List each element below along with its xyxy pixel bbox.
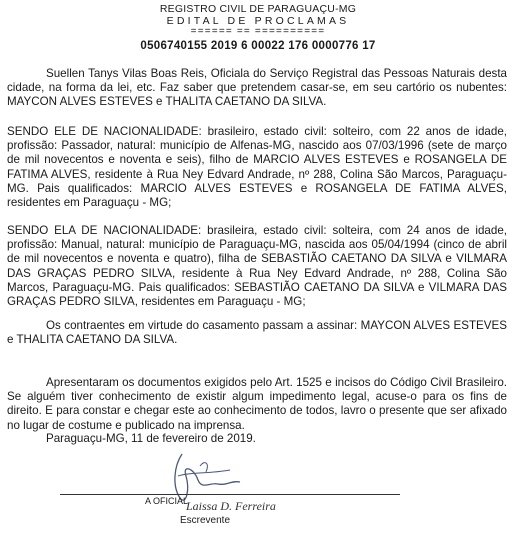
title-underline: ====== == ========== <box>190 26 326 37</box>
signature-line <box>60 494 400 495</box>
place-date: Paraguaçu-MG, 11 de fevereiro de 2019. <box>46 432 256 445</box>
signature-name: Laissa D. Ferreira <box>186 499 276 513</box>
signature-title: Escrevente <box>180 515 231 526</box>
groom-paragraph: SENDO ELE DE NACIONALIDADE: brasileiro, estado civil: solteiro, com 22 anos de idade, profissão: Passador, natural: município de Alfenas-MG, nascido aos 07/03/1996 (sete de março de mil novecentos e noventa e seis), filho de MARCIO ALVES ESTEVES e ROSANGELA DE FATIMA ALVES, residente à Rua Ney Edvard Andrade, nº 288, Colina São Marcos, Paraguaçu-MG. Pais qualificados: MARCIO ALVES ESTEVES e ROSANGELA DE FATIMA ALVES, residentes em Paraguaçu - MG; <box>7 125 507 210</box>
closing-paragraph: Apresentaram os documentos exigidos pelo Art. 1525 e incisos do Código Civil Brasileiro. Se alguém tiver conhecimento de existir algum impedimento legal, acuse-o para os fins de direito. E para constar e chegar este ao conhecimento de todos, lavro o presente que ser afixado no lugar de costume e publicado na imprensa. <box>7 376 507 432</box>
document-code: 0506740155 2019 6 00022 176 0000776 17 <box>140 40 376 52</box>
edital-title: EDITAL DE PROCLAMAS <box>166 15 350 27</box>
signing-paragraph: Os contraentes em virtude do casamento passam a assinar: MAYCON ALVES ESTEVES e THALITA CAETANO DA SILVA. <box>7 319 507 347</box>
intro-paragraph: Suellen Tanys Vilas Boas Reis, Oficiala do Serviço Registral das Pessoas Naturais desta cidade, na forma da lei, etc. Faz saber que pretendem casar-se, em seu cartório os nubentes: MAYCON ALVES ESTEVES e THALITA CAETANO DA SILVA. <box>7 67 507 109</box>
registry-title: REGISTRO CIVIL DE PARAGUAÇU-MG <box>159 3 357 15</box>
signature-role: A OFICIAL <box>145 496 189 506</box>
bride-paragraph: SENDO ELA DE NACIONALIDADE: brasileira, estado civil: solteira, com 24 anos de idade, profissão: Manual, natural: município de Paraguaçu-MG, nascida aos 05/04/1994 (cinco de abril de mil novecentos e noventa e quatro), filha de SEBASTIÃO CAETANO DA SILVA e VILMARA DAS GRAÇAS PEDRO SILVA, residente à Rua Ney Edvard Andrade, nº 288, Colina São Marcos, Paraguaçu-MG. Pais qualificados: SEBASTIÃO CAETANO DA SILVA e VILMARA DAS GRAÇAS PEDRO SILVA, residentes em Paraguaçu - MG; <box>7 224 507 309</box>
